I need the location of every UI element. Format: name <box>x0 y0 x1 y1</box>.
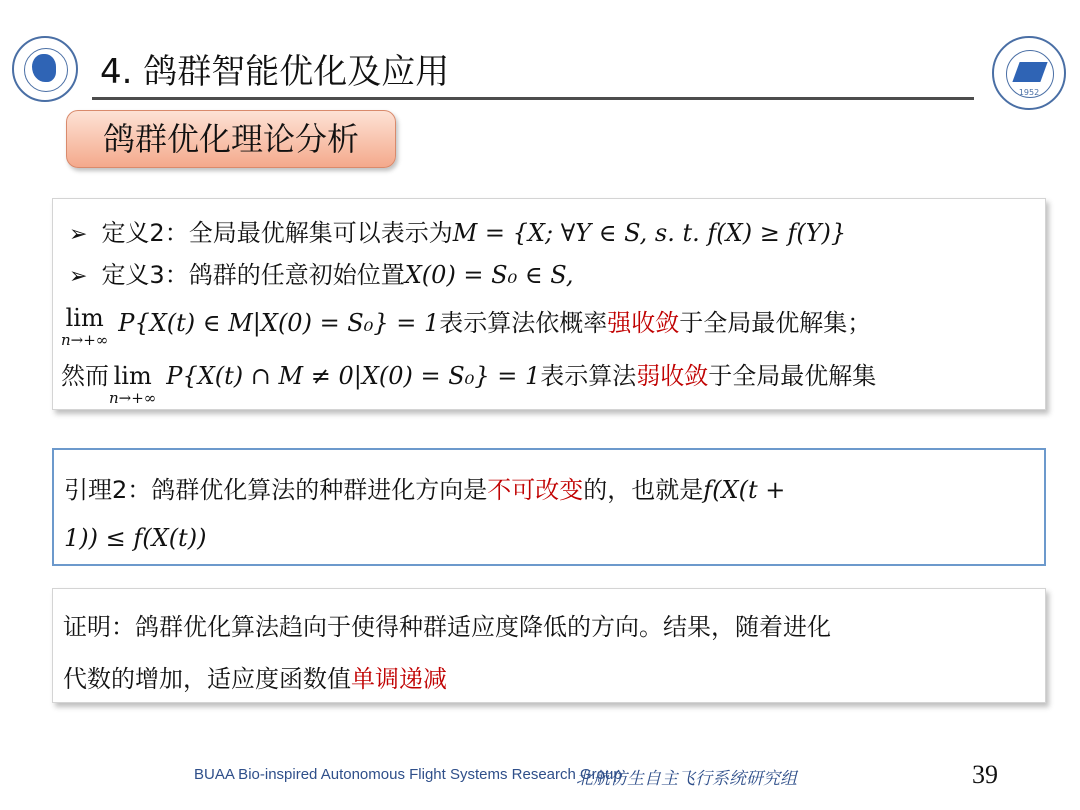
definition-3 <box>69 255 573 290</box>
proof-text: 代数的增加，适应度函数值 <box>63 665 351 693</box>
lemma-text-tail: 的，也就是 <box>583 476 704 504</box>
page-number: 39 <box>972 760 998 789</box>
footer-group-name-english: BUAA Bio-inspired Autonomous Flight Systems Research Group <box>194 766 622 783</box>
strong-convergence-highlight: 强收敛 <box>607 309 680 337</box>
title-divider <box>92 97 974 100</box>
definition-2-label: 定义2：全局最优解集可以表示为 <box>101 219 453 247</box>
weak-limit <box>109 361 156 405</box>
section-heading: 鸽群优化理论分析 <box>66 110 396 168</box>
definition-3-formula: X(0) = S₀ ∈ S, <box>404 261 574 289</box>
seal-year: 1952 <box>1018 88 1040 97</box>
arrow-bullet-icon: ➢ <box>69 264 88 289</box>
lemma-formula-part-2: 1)) ≤ f(X(t)) <box>64 524 207 552</box>
lemma-line-1 <box>64 470 785 505</box>
weak-lim-text: lim <box>113 362 152 390</box>
weak-text-tail: 于全局最优解集 <box>708 362 877 390</box>
proof-highlight: 单调递减 <box>351 665 447 693</box>
lemma-line-2 <box>64 524 206 552</box>
weak-formula: P{X(t) ∩ M ≠ 0|X(0) = S₀} = 1 <box>166 362 541 390</box>
strong-formula: P{X(t) ∈ M|X(0) = S₀} = 1 <box>118 309 440 337</box>
strong-text-tail: 于全局最优解集； <box>679 309 872 337</box>
proof-line-2 <box>63 659 447 694</box>
definition-3-label: 定义3：鸽群的任意初始位置 <box>101 261 405 289</box>
slide-title: 4. 鸽群智能优化及应用 <box>100 52 450 92</box>
lemma-highlight: 不可改变 <box>487 476 584 504</box>
weak-convergence-highlight: 弱收敛 <box>636 362 709 390</box>
lemma-box <box>52 448 1046 566</box>
bird-emblem-icon <box>32 54 56 82</box>
left-logo-icon <box>12 36 78 102</box>
definitions-box <box>52 198 1046 410</box>
strong-lim-subscript: n→+∞ <box>61 331 109 349</box>
footer-group-name-chinese: 北航仿生自主飞行系统研究组 <box>576 769 797 789</box>
definition-2-formula: M = {X; ∀Y ∈ S, s. t. f(X) ≥ f(Y)} <box>452 219 847 247</box>
strong-lim-text: lim <box>65 304 104 332</box>
strong-limit <box>61 303 108 347</box>
lemma-formula-part-1: f(X(t + <box>703 476 786 504</box>
university-seal-icon <box>992 36 1066 110</box>
definition-2 <box>69 213 846 248</box>
lemma-text: 引理2：鸽群优化算法的种群进化方向是 <box>64 476 488 504</box>
weak-prefix: 然而 <box>61 362 109 390</box>
weak-text: 表示算法 <box>540 362 637 390</box>
weak-lim-subscript: n→+∞ <box>109 389 157 407</box>
proof-line-1: 证明：鸽群优化算法趋向于使得种群适应度降低的方向。结果，随着进化 <box>63 613 831 641</box>
strong-text: 表示算法依概率 <box>439 309 608 337</box>
proof-box <box>52 588 1046 703</box>
arrow-bullet-icon: ➢ <box>69 222 88 247</box>
weak-convergence-line <box>61 361 876 405</box>
strong-convergence-line <box>61 303 871 347</box>
